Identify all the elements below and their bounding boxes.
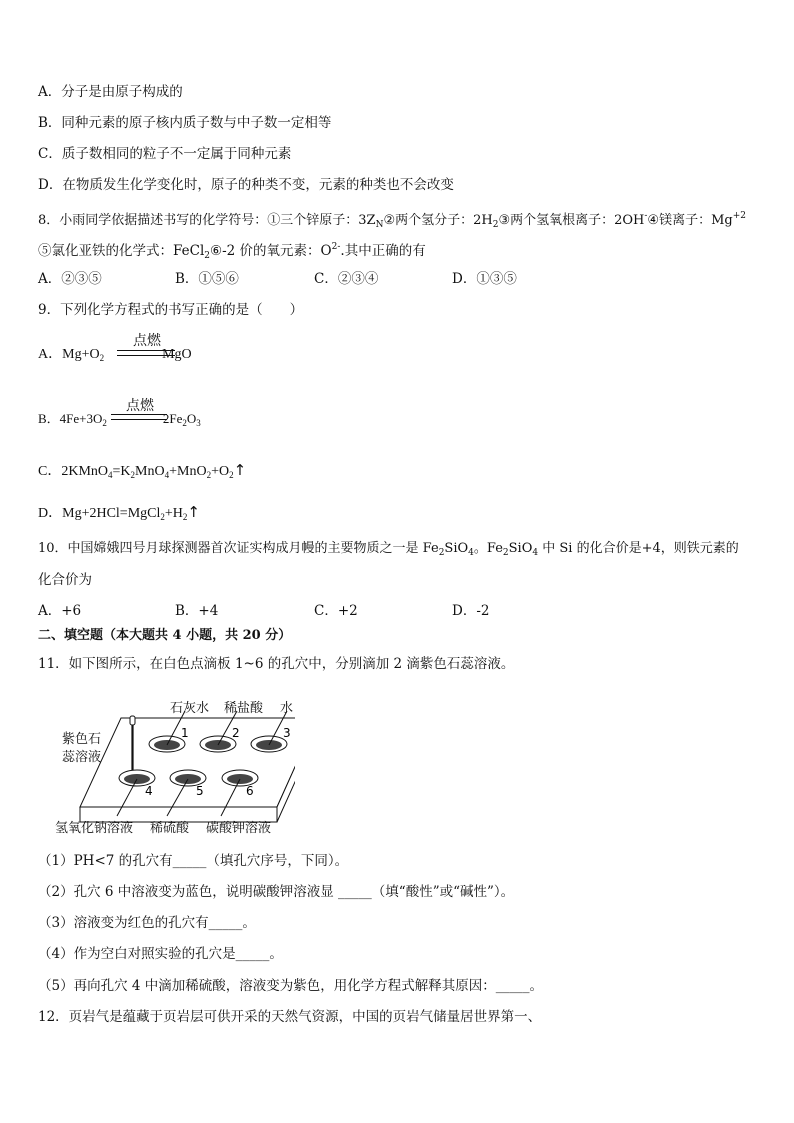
q11-sub4: （4）作为空白对照实验的孔穴是_____。: [38, 946, 283, 962]
q9-b-condition: 点燃: [126, 398, 154, 414]
q9-a-condition: 点燃: [133, 333, 161, 349]
hole-number-5: 5: [196, 784, 204, 798]
q9-stem: 9．下列化学方程式的书写正确的是（ ）: [38, 302, 304, 318]
label-litmus-1: 紫色石: [62, 732, 102, 747]
q8-stem-line2: ⑤氯化亚铁的化学式：FeCl$_2$⑥-2 价的氧元素：$O^{2-}$.其中正确的有: [38, 242, 426, 261]
q8-option-b: B．①⑤⑥: [175, 271, 239, 287]
label-litmus-2: 蕊溶液: [62, 750, 102, 765]
q7-option-a: A．分子是由原子构成的: [38, 84, 183, 100]
hole-number-1: 1: [181, 726, 189, 740]
q8-option-a: A．②③⑤: [38, 271, 102, 287]
q8-option-c: C．②③④: [314, 271, 379, 287]
hole-number-4: 4: [145, 784, 153, 798]
q11-sub2: （2）孔穴 6 中溶液变为蓝色，说明碳酸钾溶液显 _____（填“酸性”或“碱性”）。: [38, 884, 515, 900]
q10-stem-line1: 10．中国嫦娥四号月球探测器首次证实构成月幔的主要物质之一是 $Fe_2SiO_4$。$Fe_2SiO_4$ 中 Si 的化合价是+4，则铁元素的: [38, 541, 739, 558]
label-limewater: 石灰水: [170, 701, 210, 716]
q7-option-c: C．质子数相同的粒子不一定属于同种元素: [38, 146, 292, 162]
q10-option-c: C．+2: [314, 603, 358, 619]
q10-option-a: A．+6: [38, 603, 82, 619]
q11-sub5: （5）再向孔穴 4 中滴加稀硫酸，溶液变为紫色，用化学方程式解释其原因：_____。: [38, 978, 544, 994]
q11-sub3: （3）溶液变为红色的孔穴有_____。: [38, 915, 256, 931]
hole-number-2: 2: [232, 726, 240, 740]
q11-stem: 11．如下图所示，在白色点滴板 1~6 的孔穴中，分别滴加 2 滴紫色石蕊溶液。: [38, 656, 515, 672]
q8-option-d: D．①③⑤: [452, 271, 517, 287]
q9-option-d: D．$Mg+2HCl=MgCl_2+H_2↑$: [38, 503, 200, 522]
q10-option-d: D．-2: [452, 603, 490, 619]
q8-stem-line1: 8．小雨同学依据描述书写的化学符号：①三个锌原子：$3Z_N②$两个氢分子：$2H_2③$两个氢氧根离子：2OH-④镁离子：$Mg^{+2}$: [38, 211, 746, 230]
q10-stem-line2: 化合价为: [38, 572, 92, 588]
label-water: 水: [280, 701, 294, 716]
q9-option-c: C．$2KMnO_4=K_2MnO_4+MnO_2+O_2↑$: [38, 461, 247, 480]
hole-number-3: 3: [283, 726, 291, 740]
label-naoh: 氢氧化钠溶液: [55, 821, 134, 836]
q9-option-b: B．$4Fe+3O_2$ $2Fe_2O_3$: [38, 411, 201, 428]
q9-option-a: A．$Mg+O_2$ MgO: [38, 347, 192, 363]
q11-sub1: （1）PH<7 的孔穴有_____（填孔穴序号，下同）。: [38, 853, 349, 869]
q7-option-b: B．同种元素的原子核内质子数与中子数一定相等: [38, 115, 332, 131]
q9-b-equals-bar: [111, 414, 167, 420]
q7-option-d: D．在物质发生化学变化时，原子的种类不变，元素的种类也不会改变: [38, 177, 454, 193]
label-dilute-hcl: 稀盐酸: [224, 701, 264, 716]
label-k2co3: 碳酸钾溶液: [206, 821, 272, 836]
label-h2so4: 稀硫酸: [150, 821, 190, 836]
section-heading: 二、填空题（本大题共 4 小题，共 20 分）: [38, 628, 292, 643]
q12-stem: 12．页岩气是蕴藏于页岩层可供开采的天然气资源，中国的页岩气储量居世界第一、: [38, 1009, 542, 1025]
q9-a-equals-bar: [117, 350, 175, 356]
q10-option-b: B．+4: [175, 603, 219, 619]
hole-number-6: 6: [246, 784, 254, 798]
